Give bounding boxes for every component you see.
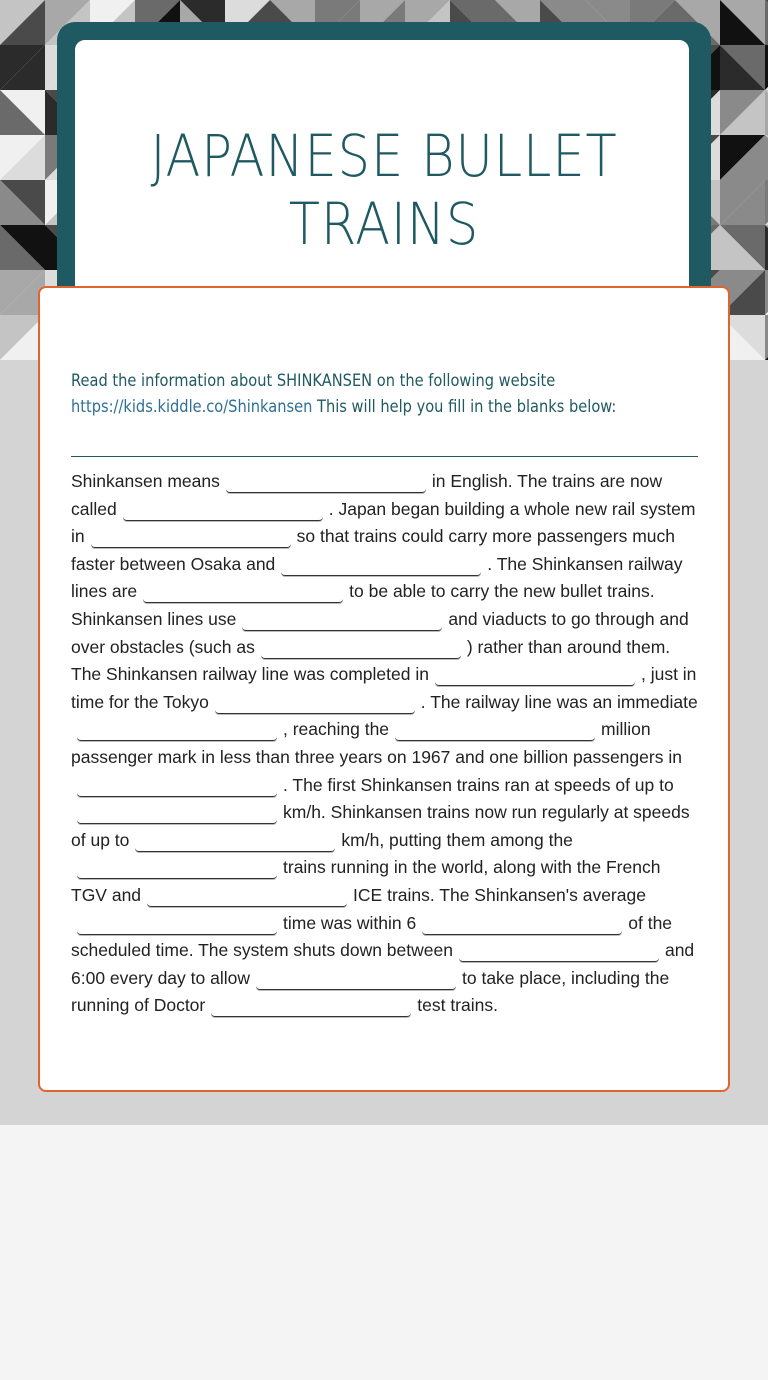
answer-blank[interactable] xyxy=(226,474,426,493)
answer-blank[interactable] xyxy=(435,667,635,686)
answer-blank[interactable] xyxy=(422,916,622,935)
passage-text: and viaducts to go through and over obstacles (such as xyxy=(71,608,689,657)
answer-blank[interactable] xyxy=(395,722,595,741)
passage-text: , just in time for the Tokyo xyxy=(71,664,697,712)
passage-text: test trains. xyxy=(417,995,498,1016)
answer-blank[interactable] xyxy=(77,805,277,824)
kiddle-link[interactable]: https://kids.kiddle.co/Shinkansen xyxy=(71,397,313,417)
passage-text: trains running in the world, along with the French TGV and xyxy=(71,857,661,905)
worksheet-card xyxy=(38,286,730,1092)
answer-blank[interactable] xyxy=(77,916,277,935)
answer-blank[interactable] xyxy=(147,888,347,907)
divider xyxy=(71,456,698,457)
passage-text: to take place, including the running of Doctor xyxy=(71,967,670,1016)
answer-blank[interactable] xyxy=(261,640,461,659)
title-card xyxy=(57,22,711,322)
passage-text: km/h, putting them among the xyxy=(341,829,573,850)
passage-text: km/h. Shinkansen trains now run regularly at speeds of up to xyxy=(71,802,690,850)
answer-blank[interactable] xyxy=(123,502,323,521)
passage-text: Shinkansen means xyxy=(71,471,220,491)
answer-blank[interactable] xyxy=(211,998,411,1017)
answer-blank[interactable] xyxy=(459,943,659,962)
instructions xyxy=(71,368,673,420)
passage-text: ICE trains. The Shinkansen's average xyxy=(353,884,646,905)
passage-text: and 6:00 every day to allow xyxy=(71,940,695,988)
passage-text: time was within 6 xyxy=(283,912,417,933)
passage-text: of the scheduled time. The system shuts down between xyxy=(71,912,673,961)
fill-in-passage xyxy=(71,468,699,1020)
passage-text: ) rather than around them. The Shinkansen railway line was completed in xyxy=(71,636,671,685)
answer-blank[interactable] xyxy=(242,612,442,631)
passage-text: . The Shinkansen railway lines are xyxy=(71,553,683,602)
answer-blank[interactable] xyxy=(77,860,277,879)
instructions-text: Read the information about SHINKANSEN on the following website xyxy=(71,371,556,391)
answer-blank[interactable] xyxy=(215,695,415,714)
answer-blank[interactable] xyxy=(281,557,481,576)
answer-blank[interactable] xyxy=(143,584,343,603)
answer-blank[interactable] xyxy=(77,722,277,741)
answer-blank[interactable] xyxy=(135,833,335,852)
passage-text: . The first Shinkansen trains ran at speeds of up to xyxy=(283,774,674,795)
page-title: JAPANESE BULLET TRAINS xyxy=(150,122,618,258)
passage-text: , reaching the xyxy=(283,719,390,740)
answer-blank[interactable] xyxy=(91,529,291,548)
instructions-text-end: This will help you fill in the blanks below: xyxy=(312,397,617,417)
passage-text: in English. The trains are now called xyxy=(71,471,663,519)
passage-text: . Japan began building a whole new rail system in xyxy=(71,498,696,547)
answer-blank[interactable] xyxy=(77,778,277,797)
passage-text: so that trains could carry more passengers much faster between Osaka and xyxy=(71,526,675,574)
passage-text: . The railway line was an immediate xyxy=(420,691,698,712)
passage-text: to be able to carry the new bullet trains. Shinkansen lines use xyxy=(71,581,655,629)
answer-blank[interactable] xyxy=(256,971,456,990)
passage-text: million passenger mark in less than three years on 1967 and one billion passengers in xyxy=(71,719,682,767)
